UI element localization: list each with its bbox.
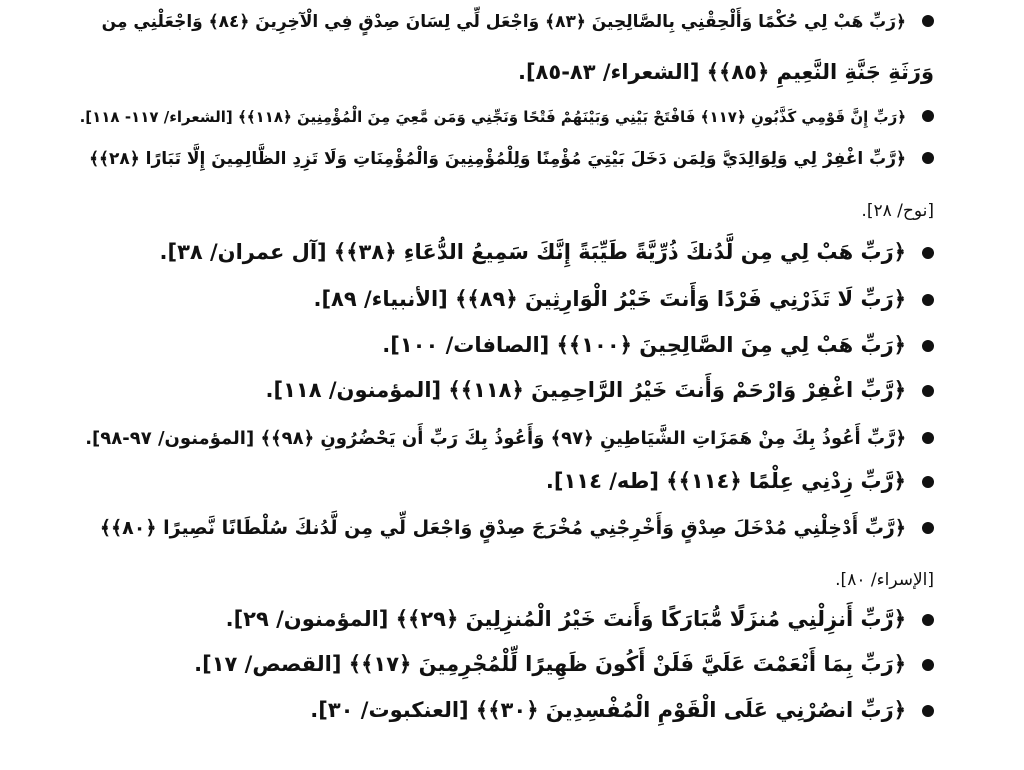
- bullet-icon: [922, 385, 934, 397]
- list-item: [80, 101, 934, 131]
- bullet-icon: [922, 705, 934, 717]
- bullet-icon: [922, 247, 934, 259]
- verse-text: ﴿رَبِّ لَا تَذَرْنِي فَرْدًا وَأَنتَ خَيْرُ الْوَارِثِينَ ﴿٨٩﴾﴾ [الأنبياء/ ٨٩].: [313, 287, 906, 311]
- verse-text: ﴿رَّبِّ أَعُوذُ بِكَ مِنْ هَمَزَاتِ الشَّيَاطِينِ ﴿٩٧﴾ وَأَعُوذُ بِكَ رَبِّ أَن يَحْضُرُونِ ﴿٩٨﴾﴾ [المؤمنون/ ٩٧-٩٨].: [85, 428, 906, 449]
- bullet-icon: [922, 294, 934, 306]
- bullet-icon: [922, 659, 934, 671]
- bullet-icon: [922, 432, 934, 444]
- bullet-icon: [922, 110, 934, 122]
- list-item: [310, 696, 934, 724]
- list-item: [102, 6, 934, 86]
- list-item: [194, 650, 934, 678]
- bullet-icon: [922, 614, 934, 626]
- verse-text: ﴿رَبِّ هَبْ لِي مِن لَّدُنكَ ذُرِّيَّةً طَيِّبَةً إِنَّكَ سَمِيعُ الدُّعَاءِ ﴿٣٨﴾﴾ [آل عمران/ ٣٨].: [159, 240, 906, 264]
- list-item: [546, 467, 934, 495]
- verse-text: ﴿رَّبِّ أَنزِلْنِي مُنزَلًا مُّبَارَكًا وَأَنتَ خَيْرُ الْمُنزِلِينَ ﴿٢٩﴾﴾ [المؤمنون/ ٢٩].: [225, 607, 906, 631]
- verse-text: ﴿رَّبِّ زِدْنِي عِلْمًا ﴿١١٤﴾﴾ [طه/ ١١٤].: [545, 469, 906, 493]
- bullet-icon: [922, 152, 934, 164]
- verse-text-continued: [الإسراء/ ٨٠].: [835, 570, 934, 590]
- bullet-icon: [922, 476, 934, 488]
- list-item: [159, 238, 934, 266]
- verse-text: ﴿رَّبِّ اغْفِرْ لِي وَلِوَالِدَيَّ وَلِمَن دَخَلَ بَيْتِيَ مُؤْمِنًا وَلِلْمُؤْمِنِينَ وَالْمُؤْمِنَاتِ وَلَا تَزِدِ الظَّالِمِينَ إِلَّا تَبَارًا ﴿٢٨﴾﴾: [89, 149, 906, 169]
- verse-text: ﴿رَبِّ هَبْ لِي مِنَ الصَّالِحِينَ ﴿١٠٠﴾﴾ [الصافات/ ١٠٠].: [382, 333, 906, 357]
- verse-text: ﴿رَبِّ هَبْ لِي حُكْمًا وَأَلْحِقْنِي بِالصَّالِحِينَ ﴿٨٣﴾ وَاجْعَل لِّي لِسَانَ صِدْقٍ فِي الْآخِرِينَ ﴿٨٤﴾ وَاجْعَلْنِي مِن: [101, 12, 906, 32]
- list-item: [266, 376, 934, 404]
- verse-text: ﴿رَبِّ انصُرْنِي عَلَى الْقَوْمِ الْمُفْسِدِينَ ﴿٣٠﴾﴾ [العنكبوت/ ٣٠].: [310, 698, 906, 722]
- list-item: [85, 423, 934, 453]
- bullet-icon: [922, 522, 934, 534]
- list-item: [100, 513, 934, 594]
- list-item: [382, 331, 934, 359]
- verse-text: ﴿رَبِّ بِمَا أَنْعَمْتَ عَلَيَّ فَلَنْ أَكُونَ ظَهِيرًا لِّلْمُجْرِمِينَ ﴿١٧﴾﴾ [القصص/ ١٧].: [194, 652, 906, 676]
- verse-text: ﴿رَّبِّ اغْفِرْ وَارْحَمْ وَأَنتَ خَيْرُ الرَّاحِمِينَ ﴿١١٨﴾﴾ [المؤمنون/ ١١٨].: [265, 378, 906, 402]
- verse-text: ﴿رَبِّ إِنَّ قَوْمِي كَذَّبُونِ ﴿١١٧﴾ فَافْتَحْ بَيْنِي وَبَيْنَهُمْ فَتْحًا وَنَجِّنِي وَمَن مَّعِيَ مِنَ الْمُؤْمِنِينَ ﴿١١٨﴾﴾ [الشعراء/ ١١٧- ١١٨].: [79, 108, 906, 126]
- verse-text-continued: [نوح/ ٢٨].: [861, 201, 934, 221]
- bullet-icon: [922, 15, 934, 27]
- list-item: [226, 605, 934, 633]
- list-item: [89, 143, 934, 225]
- verse-text: ﴿رَّبِّ أَدْخِلْنِي مُدْخَلَ صِدْقٍ وَأَخْرِجْنِي مُخْرَجَ صِدْقٍ وَاجْعَل لِّي مِن لَّدُنكَ سُلْطَانًا نَّصِيرًا ﴿٨٠﴾﴾: [99, 517, 906, 539]
- bullet-icon: [922, 340, 934, 352]
- verse-text-continued: وَرَثَةِ جَنَّةِ النَّعِيمِ ﴿٨٥﴾﴾ [الشعراء/ ٨٣-٨٥].: [517, 60, 934, 84]
- list-item: [313, 285, 934, 313]
